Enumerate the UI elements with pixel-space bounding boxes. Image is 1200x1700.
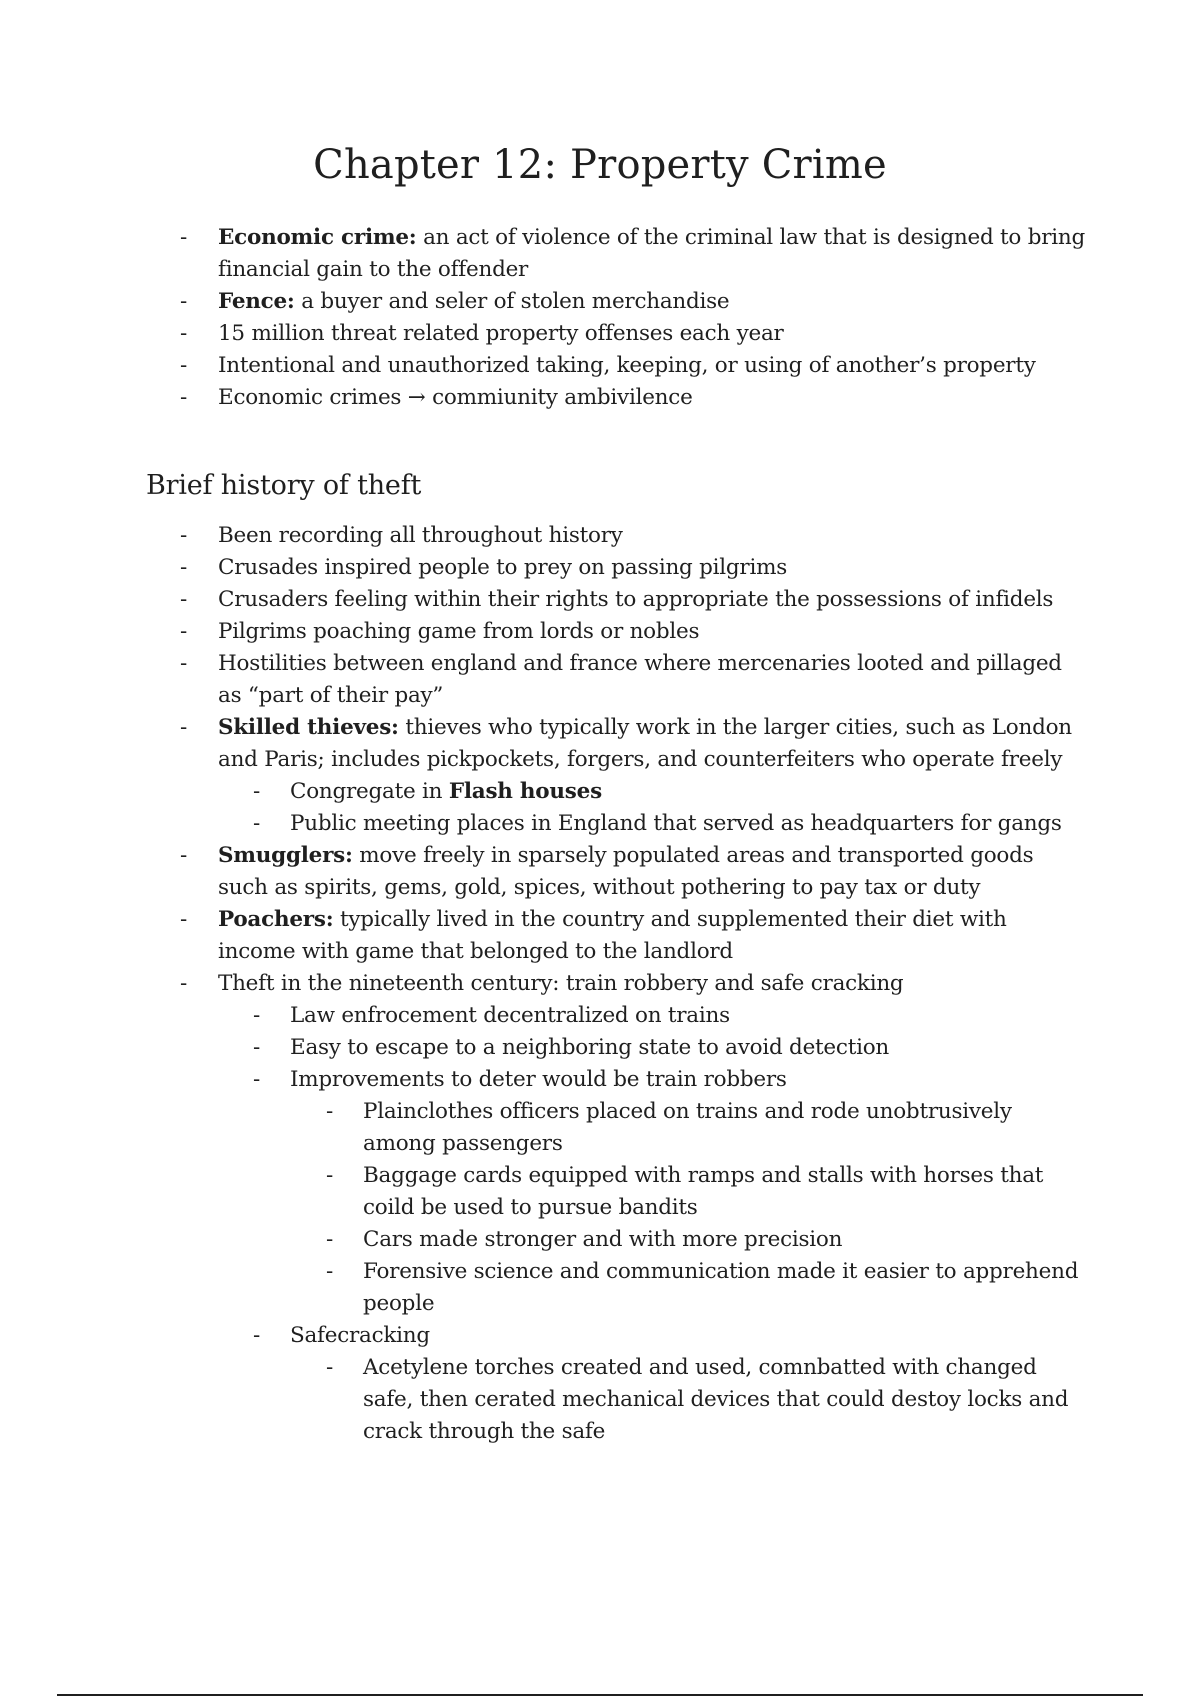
bullet-dash: - <box>180 907 188 932</box>
list-item <box>0 904 1088 968</box>
bullet-dash: - <box>180 523 188 548</box>
list-item <box>0 840 1088 904</box>
bullet-dash: - <box>180 353 188 378</box>
bullet-dash: - <box>253 1003 261 1028</box>
bullet-dash: - <box>180 385 188 410</box>
list-item <box>0 968 1088 1000</box>
item-text: Congregate in <box>290 779 449 804</box>
bullet-dash: - <box>180 321 188 346</box>
list-item <box>0 1256 1090 1320</box>
list-item <box>0 286 1088 318</box>
history-list <box>0 520 1200 1448</box>
bullet-dash: - <box>326 1163 334 1188</box>
list-item <box>0 808 1090 840</box>
list-item <box>0 520 1088 552</box>
bullet-dash: - <box>253 779 261 804</box>
item-text: Economic crimes → commiunity ambivilence <box>218 385 693 410</box>
item-text: Law enfrocement decentralized on trains <box>290 1003 730 1028</box>
item-text: typically lived in the country and supplemented their diet with income with game that belonged to the landlord <box>218 907 1007 964</box>
list-item <box>0 1032 1090 1064</box>
bullet-dash: - <box>180 587 188 612</box>
term-label: Poachers: <box>218 907 334 932</box>
item-text: Plainclothes officers placed on trains and rode unobtrusively among passengers <box>363 1099 1012 1156</box>
term-label: Economic crime: <box>218 225 417 250</box>
bullet-dash: - <box>180 715 188 740</box>
item-text: Forensive science and communication made it easier to apprehend people <box>363 1259 1079 1316</box>
intro-list <box>0 222 1200 414</box>
item-text: an act of violence of the criminal law that is designed to bring financial gain to the offender <box>218 225 1085 282</box>
list-item <box>0 318 1088 350</box>
item-text: Hostilities between england and france where mercenaries looted and pillaged as “part of their pay” <box>218 651 1062 708</box>
list-item <box>0 1224 1090 1256</box>
item-text: a buyer and seler of stolen merchandise <box>294 289 730 314</box>
bullet-dash: - <box>326 1355 334 1380</box>
footer-divider <box>57 1694 1143 1696</box>
page-title: Chapter 12: Property Crime <box>313 142 887 188</box>
item-text: move freely in sparsely populated areas and transported goods such as spirits, gems, gold, spices, without pothering to pay tax or duty <box>218 843 1034 900</box>
item-text: Crusades inspired people to prey on passing pilgrims <box>218 555 788 580</box>
item-text: Theft in the nineteenth century: train robbery and safe cracking <box>218 971 904 996</box>
item-text: Improvements to deter would be train robbers <box>290 1067 787 1092</box>
item-text: Acetylene torches created and used, comnbatted with changed safe, then cerated mechanical devices that could destoy locks and crack through the safe <box>363 1355 1069 1444</box>
bullet-dash: - <box>326 1099 334 1124</box>
list-item <box>0 1160 1090 1224</box>
bullet-dash: - <box>180 289 188 314</box>
item-text: Easy to escape to a neighboring state to avoid detection <box>290 1035 890 1060</box>
bullet-dash: - <box>180 619 188 644</box>
bullet-dash: - <box>180 971 188 996</box>
list-item <box>0 1096 1090 1160</box>
item-text: Baggage cards equipped with ramps and stalls with horses that coild be used to pursue bandits <box>363 1163 1044 1220</box>
list-item <box>0 222 1088 286</box>
item-text: Crusaders feeling within their rights to appropriate the possessions of infidels <box>218 587 1054 612</box>
bullet-dash: - <box>180 225 188 250</box>
item-text: Safecracking <box>290 1323 430 1348</box>
list-item <box>0 712 1088 776</box>
list-item <box>0 584 1088 616</box>
list-item <box>0 776 1090 808</box>
term-label: Flash houses <box>448 779 602 804</box>
list-item <box>0 616 1088 648</box>
bullet-dash: - <box>253 811 261 836</box>
bullet-dash: - <box>326 1227 334 1252</box>
list-item <box>0 1352 1090 1448</box>
list-item <box>0 350 1088 382</box>
bullet-dash: - <box>253 1067 261 1092</box>
list-item <box>0 1000 1090 1032</box>
bullet-dash: - <box>253 1035 261 1060</box>
bullet-dash: - <box>180 843 188 868</box>
list-item <box>0 1320 1090 1352</box>
list-item <box>0 648 1088 712</box>
item-text: Cars made stronger and with more precision <box>363 1227 843 1252</box>
list-item <box>0 382 1088 414</box>
term-label: Smugglers: <box>218 843 353 868</box>
list-item <box>0 552 1088 584</box>
item-text: Been recording all throughout history <box>218 523 623 548</box>
list-item <box>0 1064 1090 1096</box>
bullet-dash: - <box>326 1259 334 1284</box>
item-text: Public meeting places in England that served as headquarters for gangs <box>290 811 1062 836</box>
bullet-dash: - <box>180 651 188 676</box>
bullet-dash: - <box>180 555 188 580</box>
item-text: 15 million threat related property offenses each year <box>218 321 784 346</box>
term-label: Skilled thieves: <box>218 715 399 740</box>
item-text: Pilgrims poaching game from lords or nobles <box>218 619 700 644</box>
bullet-dash: - <box>253 1323 261 1348</box>
section-heading-history: Brief history of theft <box>146 470 422 501</box>
item-text: thieves who typically work in the larger cities, such as London and Paris; includes pickpockets, forgers, and counterfeiters who operate freely <box>218 715 1072 772</box>
term-label: Fence: <box>218 289 295 314</box>
item-text: Intentional and unauthorized taking, keeping, or using of another’s property <box>218 353 1036 378</box>
